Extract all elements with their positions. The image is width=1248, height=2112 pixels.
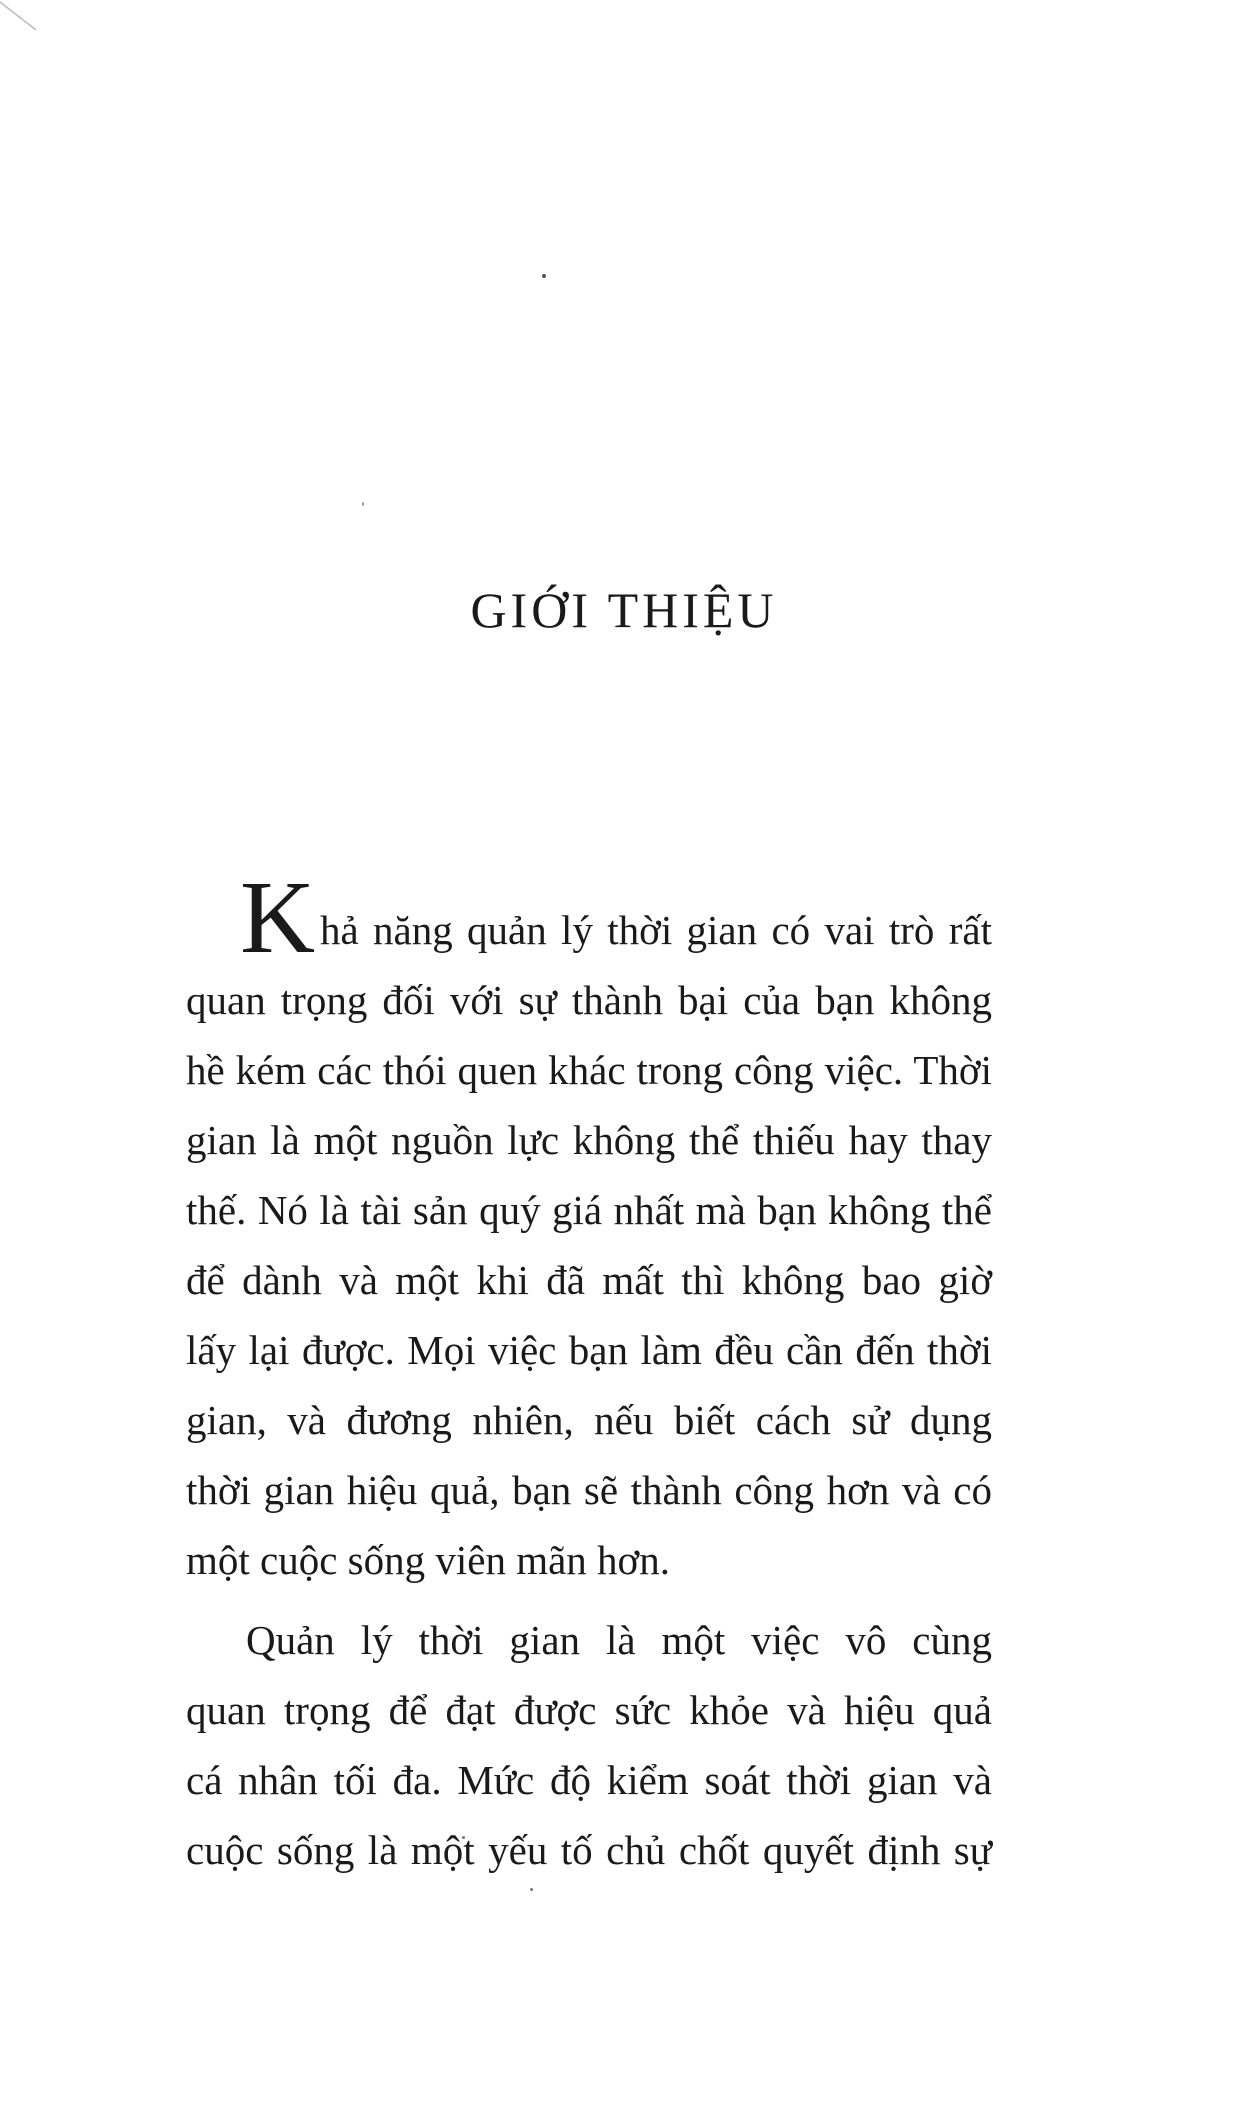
text-line: cuộc sống là một yếu tố chủ chốt quyết định sự [186,1827,992,1873]
dust-speck [530,1888,533,1891]
text-line: hề kém các thói quen khác trong công việc. Thời [186,1047,992,1093]
text-line: quan trọng đối với sự thành bại của bạn không [186,977,992,1023]
text-line: quan trọng để đạt được sức khỏe và hiệu quả [186,1687,992,1733]
text-line: Quản lý thời gian là một việc vô cùng [246,1617,992,1663]
text-line: thời gian hiệu quả, bạn sẽ thành công hơn và có [186,1467,992,1513]
dust-speck [362,502,364,506]
text-line: thế. Nó là tài sản quý giá nhất mà bạn không thể [186,1187,992,1233]
dust-speck [542,274,546,278]
text-line: cá nhân tối đa. Mức độ kiểm soát thời gian và [186,1757,992,1803]
text-line: để dành và một khi đã mất thì không bao giờ [186,1257,992,1303]
text-line: gian là một nguồn lực không thể thiếu hay thay [186,1117,992,1163]
drop-cap: K [240,860,316,975]
corner-crop-mark [0,0,40,40]
page-title: GIỚI THIỆU [470,582,778,638]
text-line: gian, và đương nhiên, nếu biết cách sử dụng [186,1397,992,1443]
text-line: lấy lại được. Mọi việc bạn làm đều cần đến thời [186,1327,992,1373]
text-line: một cuộc sống viên mãn hơn. [186,1537,670,1583]
text-line: hả năng quản lý thời gian có vai trò rất [320,907,992,953]
